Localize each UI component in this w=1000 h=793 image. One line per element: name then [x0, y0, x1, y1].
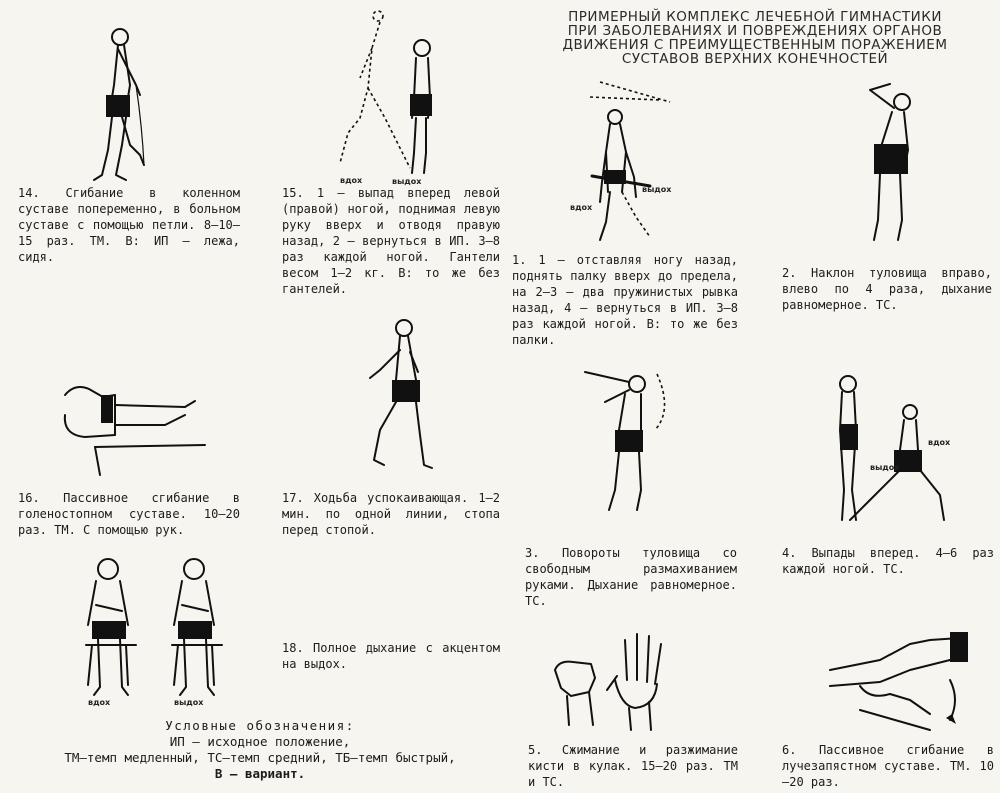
caption-ex14: 14. Сгибание в коленном суставе попеременно, в больном суставе с помощью петли. 8—10—15 раз. ТМ. В: ИП — лежа, сидя. [18, 186, 240, 264]
label-exhale-18: выдох [174, 698, 204, 707]
caption-ex18: 18. Полное дыхание с акцентом на выдох. [282, 641, 500, 671]
title-line-3: ДВИЖЕНИЯ С ПРЕИМУЩЕСТВЕННЫМ ПОРАЖЕНИЕМ [562, 37, 948, 53]
label-inhale-4: вдох [928, 438, 951, 447]
page-title [520, 10, 990, 66]
caption-ex1: 1. 1 — отставляя ногу назад, поднять палку вверх до предела, на 2—3 — два пружинистых рывка назад, 4 — вернуться в ИП. 3—8 раз каждой ногой. В: то же без палки. [512, 253, 738, 347]
label-inhale-18: вдох [88, 698, 111, 707]
figure-14-knee-flexion [80, 15, 170, 185]
title-line-1: ПРИМЕРНЫЙ КОМПЛЕКС ЛЕЧЕБНОЙ ГИМНАСТИКИ [568, 9, 942, 25]
figure-1-stick-lift [570, 72, 680, 242]
figure-3-trunk-rotation [575, 370, 675, 530]
label-exhale-1: выдох [642, 185, 672, 194]
figure-2-side-bend [850, 80, 930, 250]
figure-17-walking [360, 310, 450, 480]
caption-ex5: 5. Сжимание и разжимание кисти в кулак. 15—20 раз. ТМ и ТС. [528, 743, 738, 789]
figure-15-lunge-dumbbells [330, 8, 450, 188]
figure-18-full-breathing [70, 555, 240, 715]
figure-16-ankle-flexion [55, 375, 215, 475]
title-line-2: ПРИ ЗАБОЛЕВАНИЯХ И ПОВРЕЖДЕНИЯХ ОРГАНОВ [567, 23, 943, 39]
figure-6-wrist-flexion [820, 630, 980, 735]
caption-ex2: 2. Наклон туловища вправо, влево по 4 раза, дыхание равномерное. ТС. [782, 266, 992, 312]
caption-ex3: 3. Повороты туловища со свободным размахиванием руками. Дыхание равномерное. ТС. [525, 546, 737, 608]
figure-5-fist-clench [545, 630, 685, 735]
title-line-4: СУСТАВОВ ВЕРХНИХ КОНЕЧНОСТЕЙ [621, 51, 889, 67]
legend-heading: Условные обозначения: [165, 718, 355, 733]
legend-line-2: ТМ—темп медленный, ТС—темп средний, ТБ—темп быстрый, [64, 750, 456, 765]
label-exhale-15: выдох [392, 177, 422, 186]
legend-line-1: ИП — исходное положение, [169, 734, 351, 749]
legend-line-3: В — вариант. [214, 766, 306, 781]
legend [40, 718, 480, 782]
figure-4-forward-lunges [830, 370, 960, 530]
label-inhale-1: вдох [570, 203, 593, 212]
caption-ex15: 15. 1 — выпад вперед левой (правой) ногой, поднимая левую руку вверх и отводя правую назад, 2 — вернуться в ИП. 3—8 раз каждой ногой. Гантели весом 1—2 кг. В: то же без гантелей. [282, 186, 500, 296]
label-inhale-15: вдох [340, 176, 363, 185]
label-exhale-4: выдох [870, 463, 900, 472]
caption-ex4: 4. Выпады вперед. 4—6 раз каждой ногой. ТС. [782, 546, 994, 576]
caption-ex17: 17. Ходьба успокаивающая. 1—2 мин. по одной линии, стопа перед стопой. [282, 491, 500, 537]
caption-ex16: 16. Пассивное сгибание в голеностопном суставе. 10—20 раз. ТМ. С помощью рук. [18, 491, 240, 537]
caption-ex6: 6. Пассивное сгибание в лучезапястном суставе. ТМ. 10—20 раз. [782, 743, 994, 789]
